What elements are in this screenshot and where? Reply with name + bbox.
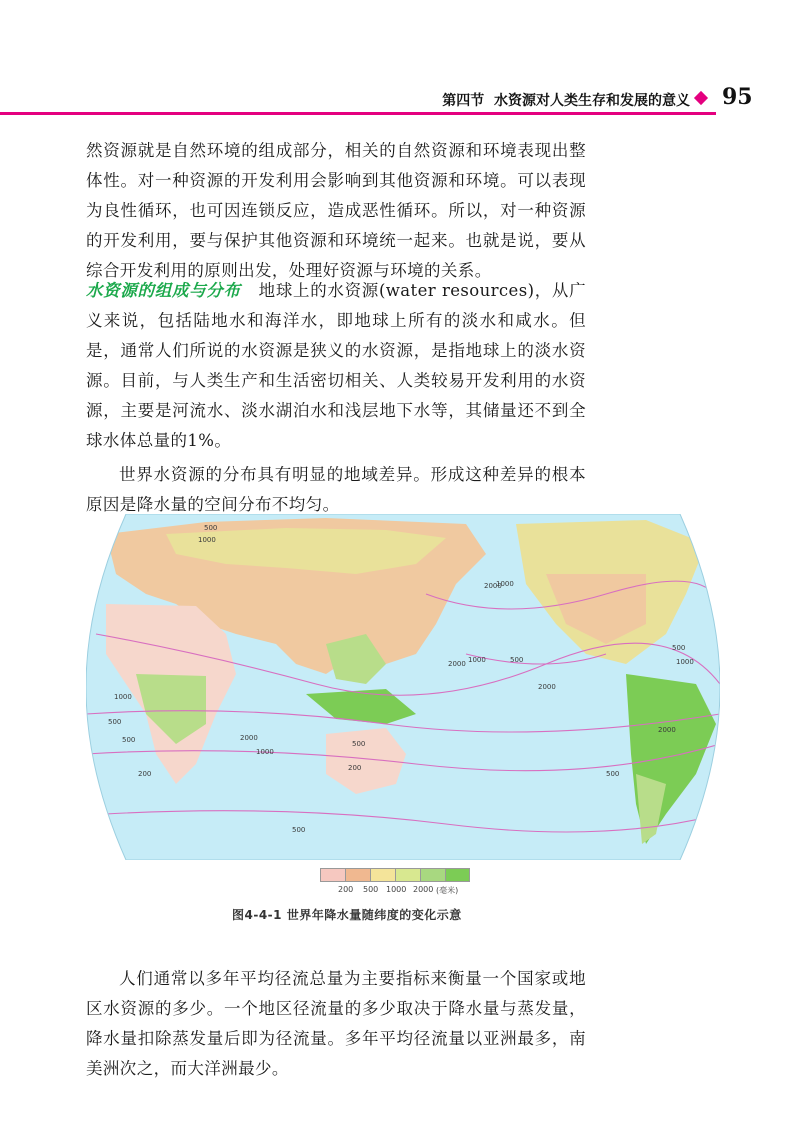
isohyet-label: 1000 bbox=[496, 580, 514, 588]
section-title: 水资源对人类生存和发展的意义 bbox=[494, 93, 690, 109]
isohyet-label: 500 bbox=[352, 740, 366, 748]
section-paragraph-2: 世界水资源的分布具有明显的地域差异。形成这种差异的根本原因是降水量的空间分布不均匀。 bbox=[86, 465, 586, 514]
page-number: 95 bbox=[722, 84, 753, 110]
map-legend bbox=[320, 868, 470, 902]
isohyet-label: 500 bbox=[606, 770, 620, 778]
isohyet-label: 500 bbox=[510, 656, 524, 664]
world-precipitation-map bbox=[86, 514, 720, 860]
isohyet-label: 2000 bbox=[538, 683, 556, 691]
isohyet-label: 1000 bbox=[198, 536, 216, 544]
diamond-icon bbox=[694, 91, 708, 105]
closing-text bbox=[86, 964, 586, 1084]
legend-swatch bbox=[445, 868, 470, 882]
running-title bbox=[442, 90, 690, 110]
section-number: 第四节 bbox=[442, 93, 485, 109]
figure-title: 世界年降水量随纬度的变化示意 bbox=[286, 908, 462, 922]
legend-unit: (毫米) bbox=[436, 886, 459, 895]
figure-number: 图4-4-1 bbox=[232, 908, 283, 922]
figure-caption bbox=[232, 906, 462, 923]
section-heading: 水资源的组成与分布 bbox=[86, 281, 241, 300]
legend-swatch bbox=[420, 868, 445, 882]
legend-value: 200 bbox=[338, 885, 354, 894]
isohyet-label: 200 bbox=[348, 764, 362, 772]
isohyet-label: 500 bbox=[204, 524, 218, 532]
isohyet-label: 1000 bbox=[468, 656, 486, 664]
legend-swatch bbox=[320, 868, 345, 882]
legend-swatch bbox=[395, 868, 420, 882]
isohyet-label: 500 bbox=[672, 644, 686, 652]
isohyet-label: 2000 bbox=[448, 660, 466, 668]
isohyet-label: 1000 bbox=[256, 748, 274, 756]
closing-paragraph: 人们通常以多年平均径流总量为主要指标来衡量一个国家或地区水资源的多少。一个地区径流量的多少取决于降水量与蒸发量，降水量扣除蒸发量后即为径流量。多年平均径流量以亚洲最多，南美洲次之，而大洋洲最少。 bbox=[86, 969, 586, 1078]
legend-value: 1000 bbox=[386, 885, 407, 894]
intro-paragraph: 然资源就是自然环境的组成部分，相关的自然资源和环境表现出整体性。对一种资源的开发利用会影响到其他资源和环境。可以表现为良性循环，也可因连锁反应，造成恶性循环。所以，对一种资源的开发利用，要与保护其他资源和环境统一起来。也就是说，要从综合开发利用的原则出发，处理好资源与环境的关系。 bbox=[86, 141, 586, 280]
legend-swatches bbox=[320, 868, 470, 882]
legend-value: 2000 bbox=[413, 885, 434, 894]
isohyet-label: 2000 bbox=[484, 582, 502, 590]
isohyet-label: 2000 bbox=[240, 734, 258, 742]
isohyet-label: 500 bbox=[108, 718, 122, 726]
isohyet-label: 1000 bbox=[676, 658, 694, 666]
page-header bbox=[0, 82, 800, 116]
legend-labels bbox=[320, 882, 470, 896]
intro-text bbox=[86, 136, 586, 286]
section-text bbox=[86, 276, 586, 520]
header-rule bbox=[0, 112, 716, 115]
isohyet-label: 500 bbox=[122, 736, 136, 744]
legend-swatch bbox=[345, 868, 370, 882]
isohyet-label: 2000 bbox=[658, 726, 676, 734]
isohyet-label: 200 bbox=[138, 770, 152, 778]
isohyet-label: 500 bbox=[292, 826, 306, 834]
section-paragraph-1 bbox=[86, 276, 586, 456]
map-svg bbox=[86, 514, 720, 860]
isohyet-label: 1000 bbox=[114, 693, 132, 701]
legend-value: 500 bbox=[363, 885, 379, 894]
legend-swatch bbox=[370, 868, 395, 882]
section-paragraph-1-text: 地球上的水资源(water resources)，从广义来说，包括陆地水和海洋水，即地球上所有的淡水和咸水。但是，通常人们所说的水资源是狭义的水资源，是指地球上的淡水资源。目前，与人类生产和生活密切相关、人类较易开发利用的水资源，主要是河流水、淡水湖泊水和浅层地下水等，其储量还不到全球水体总量的1%。 bbox=[86, 281, 586, 450]
